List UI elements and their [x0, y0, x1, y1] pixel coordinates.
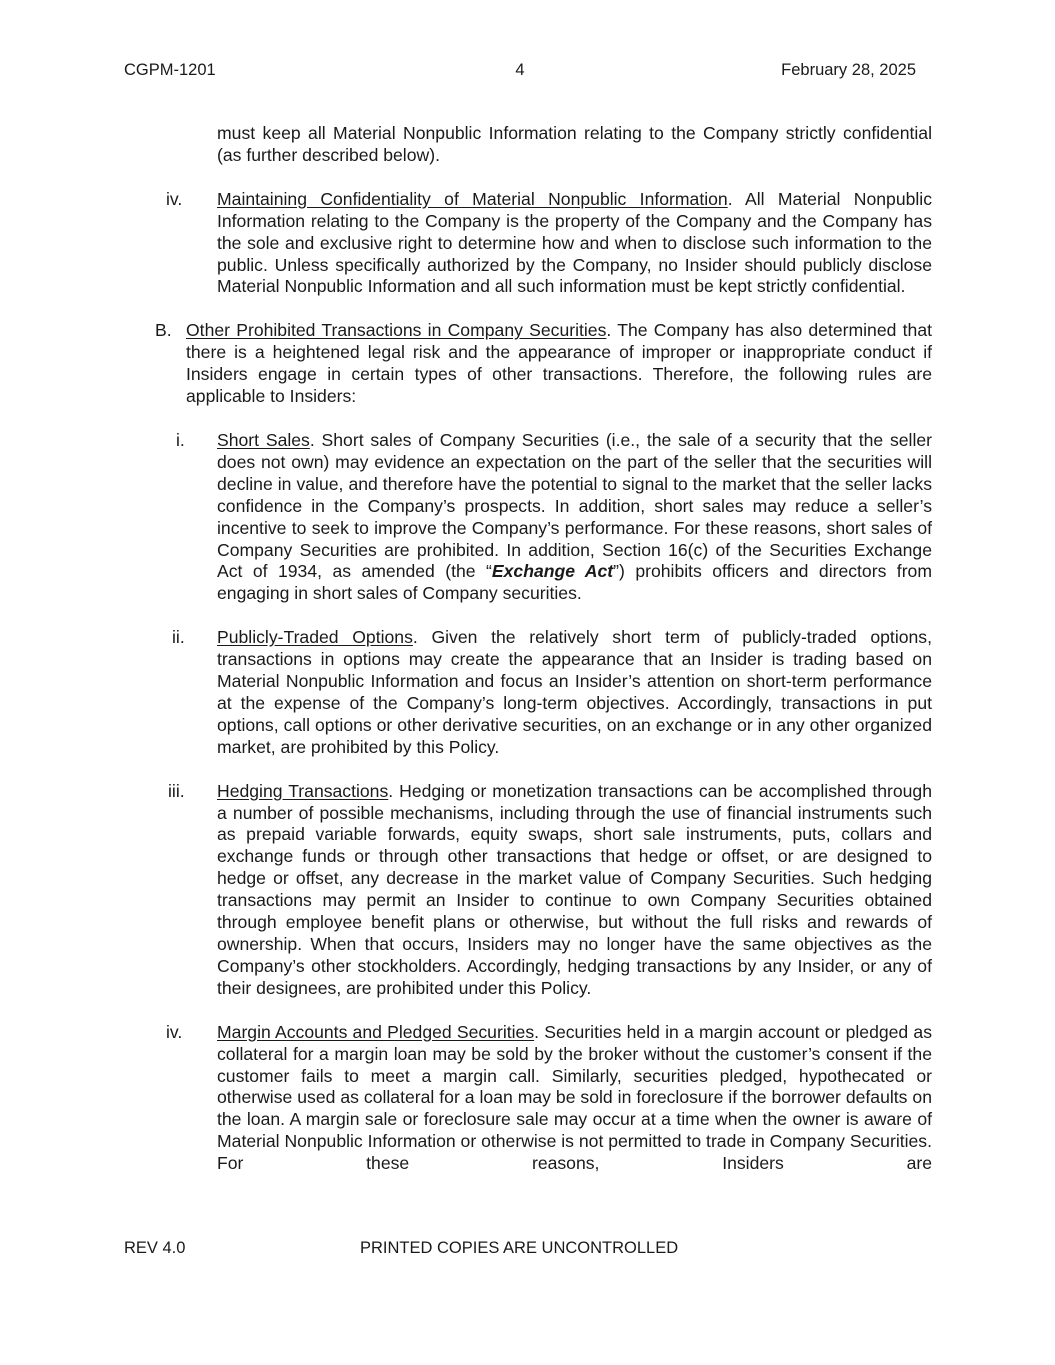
item-number: ii. — [172, 627, 185, 648]
item-title: Margin Accounts and Pledged Securities — [217, 1021, 535, 1042]
continuation-paragraph: must keep all Material Nonpublic Information relating to the Company strictly confidential (as further described below). — [217, 123, 932, 165]
item-text-end: ”) prohibits officers and directors from engaging in short sales of Company securities. — [217, 561, 932, 604]
section-letter: B. — [155, 320, 172, 341]
item-text: . Securities held in a margin account or pledged as collateral for a margin loan may be sold by the broker without the customer’s consent if the customer fails to meet a margin call. Similarly, securities pledged, hypothecated or otherwise used as collateral for a loan may be sold in foreclosure if the borrower defaults on the loan. A margin sale or foreclosure sale may occur at a time when the owner is aware of Material Nonpublic Information or otherwise is not permitted to trade in Company Securities. For these reasons, Insiders are — [217, 1021, 932, 1174]
section-b-item-iv — [0, 1022, 1055, 1175]
section-title: Other Prohibited Transactions in Company Securities — [186, 320, 607, 341]
item-number: iv. — [166, 188, 183, 209]
section-a-item-iv — [0, 189, 1055, 299]
document-date: February 28, 2025 — [781, 61, 916, 79]
item-text: . Hedging or monetization transactions can be accomplished through a number of possible mechanisms, including through the use of financial instruments such as prepaid variable forwards, equity swaps, short sale instruments, puts, collars and exchange funds or through other transactions that hedge or offset, or are designed to hedge or offset, any decrease in the market value of Company Securities. Such hedging transactions may permit an Insider to continue to own Company Securities obtained through employee benefit plans or otherwise, but without the full risks and rewards of ownership. When that occurs, Insiders may no longer have the same objectives as the Company’s other stockholders. Accordingly, hedging transactions by any Insider, or any of their designees, are prohibited under this Policy. — [217, 780, 932, 998]
section-b-item-iii — [0, 781, 1055, 1000]
section-b-item-i — [0, 430, 1055, 605]
document-body — [0, 123, 1055, 1175]
item-paragraph — [217, 189, 932, 299]
item-text: . Short sales of Company Securities (i.e., the sale of a security that the seller does not own) may evidence an expectation on the part of the seller that the securities will decline in value, and therefore have the potential to signal to the market that the seller lacks confidence in the Company’s prospects. In addition, short sales may reduce a seller’s incentive to seek to improve the Company’s performance. For these reasons, short sales of Company Securities are prohibited. In addition, Section 16(c) of the Securities Exchange Act of 1934, as amended (the “ — [217, 429, 932, 582]
uncontrolled-notice: PRINTED COPIES ARE UNCONTROLLED — [360, 1239, 679, 1257]
item-paragraph — [217, 627, 932, 758]
defined-term: Exchange Act — [491, 561, 614, 582]
item-number: iii. — [168, 780, 185, 801]
revision-label: REV 4.0 — [124, 1239, 186, 1257]
section-text: . The Company has also determined that there is a heightened legal risk and the appearance of improper or inappropriate conduct if Insiders engage in certain types of other transactions. Therefore, the following rules are applicable to Insiders: — [186, 320, 932, 407]
item-paragraph — [217, 1022, 932, 1175]
page-header — [124, 61, 916, 85]
item-text: . All Material Nonpublic Information relating to the Company is the property of the Company and the Company has the sole and exclusive right to determine how and when to disclose such information to the public. Unless specifically authorized by the Company, no Insider should publicly disclose Material Nonpublic Information and all such information must be kept strictly confidential. — [217, 188, 933, 297]
section-b — [0, 320, 1055, 408]
page-footer — [124, 1239, 924, 1261]
page-number: 4 — [515, 61, 525, 79]
item-title: Short Sales — [217, 429, 310, 450]
document-id: CGPM-1201 — [124, 61, 216, 79]
section-b-item-ii — [0, 627, 1055, 758]
item-number: i. — [176, 429, 185, 450]
item-number: iv. — [166, 1021, 183, 1042]
section-paragraph — [186, 320, 932, 408]
item-text: . Given the relatively short term of publicly-traded options, transactions in options may create the appearance that an Insider is trading based on Material Nonpublic Information and focus an Insider’s attention on short-term performance at the expense of the Company’s long-term objectives. Accordingly, transactions in put options, call options or other derivative securities, on an exchange or in any other organized market, are prohibited by this Policy. — [217, 627, 932, 757]
item-title: Hedging Transactions — [217, 780, 389, 801]
item-paragraph — [217, 430, 932, 605]
item-title: Publicly-Traded Options — [217, 627, 413, 648]
item-title: Maintaining Confidentiality of Material Nonpublic Information — [217, 188, 728, 209]
item-paragraph — [217, 781, 932, 1000]
